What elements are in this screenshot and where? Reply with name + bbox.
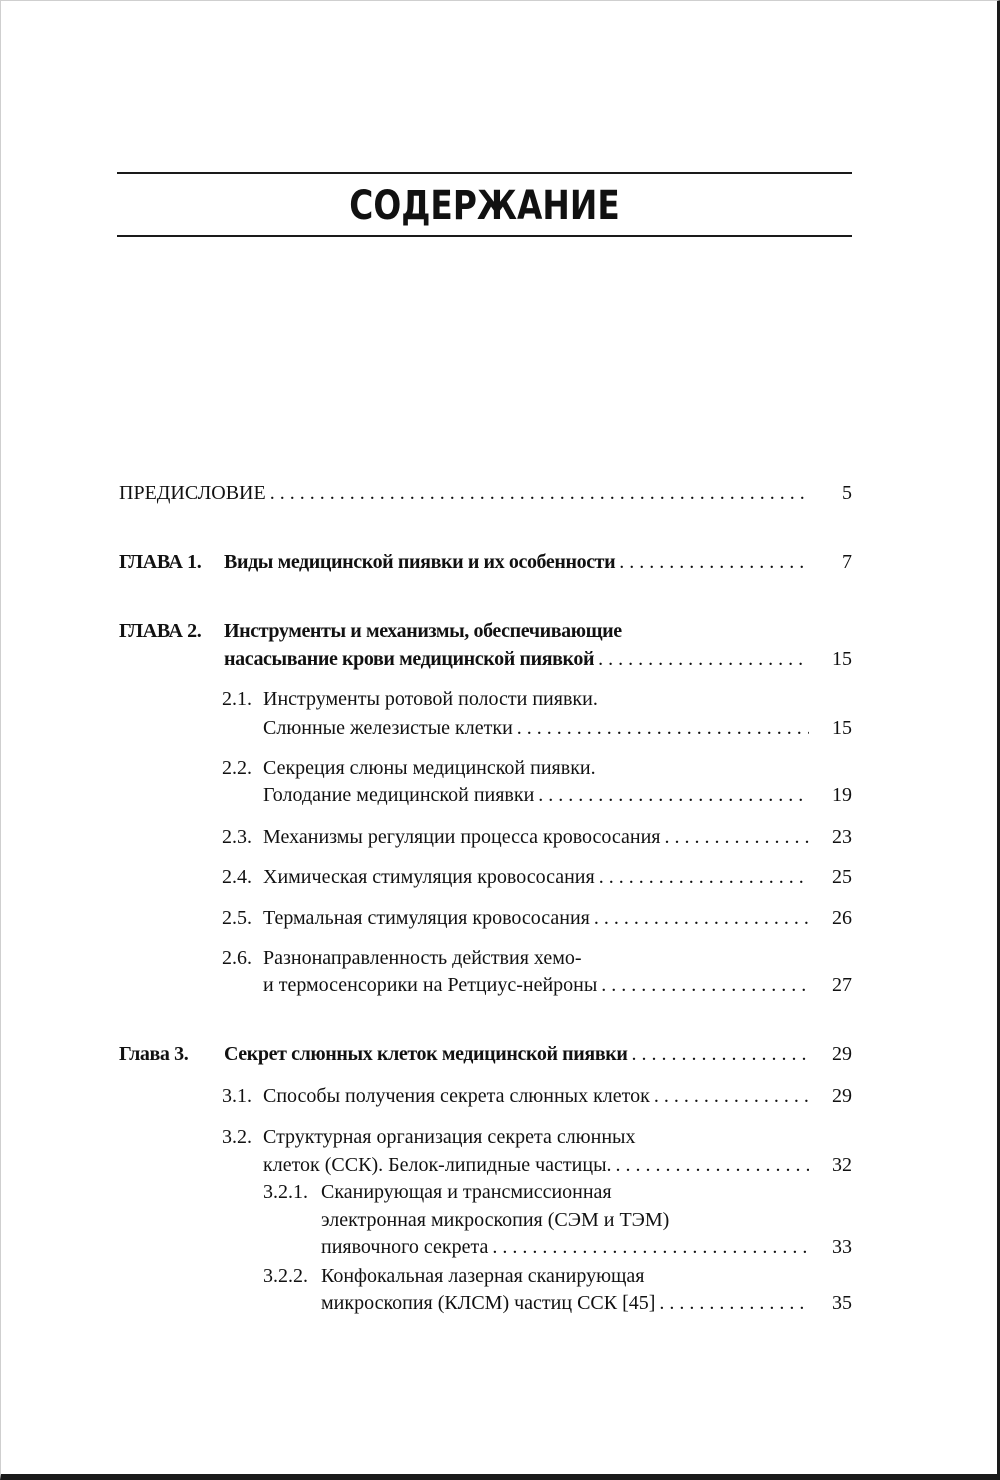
toc-ch2-number: ГЛАВА 2. — [119, 620, 202, 642]
leader-dots — [631, 1041, 809, 1067]
toc-s2-5-page: 26 — [832, 907, 852, 929]
toc-ch1-page: 7 — [842, 551, 852, 573]
toc-ch2-title-line1: Инструменты и механизмы, обеспечивающие — [224, 620, 622, 642]
leader-dots — [599, 864, 809, 890]
toc-s2-5-line1: Термальная стимуляция кровососания — [263, 907, 590, 929]
toc-entry-ch1[interactable] — [224, 549, 809, 575]
toc-s2-4-number: 2.4. — [222, 866, 252, 888]
toc-entry-ch3[interactable] — [224, 1041, 809, 1067]
leader-dots — [654, 1083, 809, 1109]
toc-entry-s3-1[interactable] — [263, 1083, 809, 1109]
toc-s3-1-number: 3.1. — [222, 1085, 252, 1107]
toc-s2-1-page: 15 — [832, 717, 852, 739]
toc-ch3-page: 29 — [832, 1043, 852, 1065]
leader-dots — [598, 646, 809, 672]
toc-s2-4-line1: Химическая стимуляция кровососания — [263, 866, 595, 888]
toc-s3-2-1-page: 33 — [832, 1236, 852, 1258]
toc-ch2-title-line2: насасывание крови медицинской пиявкой — [224, 648, 595, 670]
toc-s3-1-line1: Способы получения секрета слюнных клеток — [263, 1085, 650, 1107]
title-rule-bottom — [117, 235, 852, 237]
toc-s2-3-number: 2.3. — [222, 826, 252, 848]
toc-s3-2-page: 32 — [832, 1154, 852, 1176]
leader-dots — [517, 715, 809, 741]
toc-entry-s2-6[interactable] — [263, 972, 809, 998]
toc-s3-2-number: 3.2. — [222, 1126, 252, 1148]
toc-s2-3-line1: Механизмы регуляции процесса кровососания — [263, 826, 661, 848]
toc-entry-s2-4[interactable] — [263, 864, 809, 890]
toc-entry-s3-2-1[interactable] — [321, 1234, 809, 1260]
leader-dots — [665, 824, 809, 850]
toc-entry-ch2[interactable] — [224, 646, 809, 672]
toc-entry-s3-2[interactable] — [263, 1152, 809, 1178]
toc-s2-2-number: 2.2. — [222, 757, 252, 779]
toc-ch3-number: Глава 3. — [119, 1043, 189, 1065]
toc-s3-2-1-number: 3.2.1. — [263, 1181, 308, 1203]
toc-s2-6-page: 27 — [832, 974, 852, 996]
toc-s3-1-page: 29 — [832, 1085, 852, 1107]
toc-s2-1-number: 2.1. — [222, 688, 252, 710]
leader-dots — [538, 782, 809, 808]
leader-dots — [492, 1234, 809, 1260]
toc-s3-2-1-line2: электронная микроскопия (СЭМ и ТЭМ) — [321, 1209, 670, 1231]
toc-s2-1-line2: Слюнные железистые клетки — [263, 717, 513, 739]
toc-s2-2-line1: Секреция слюны медицинской пиявки. — [263, 757, 596, 779]
leader-dots — [619, 549, 809, 575]
toc-entry-preface[interactable] — [119, 480, 809, 506]
toc-s2-1-line1: Инструменты ротовой полости пиявки. — [263, 688, 598, 710]
toc-s3-2-2-number: 3.2.2. — [263, 1265, 308, 1287]
toc-ch1-title: Виды медицинской пиявки и их особенности — [224, 551, 616, 573]
toc-s2-6-number: 2.6. — [222, 947, 252, 969]
toc-entry-s2-3[interactable] — [263, 824, 809, 850]
toc-s2-2-page: 19 — [832, 784, 852, 806]
toc-s3-2-2-line1: Конфокальная лазерная сканирующая — [321, 1265, 645, 1287]
toc-s2-3-page: 23 — [832, 826, 852, 848]
toc-s2-6-line1: Разнонаправленность действия хемо- — [263, 947, 582, 969]
toc-entry-s2-1[interactable] — [263, 715, 809, 741]
toc-s3-2-2-line2: микроскопия (КЛСМ) частиц ССК [45] — [321, 1292, 656, 1314]
toc-ch1-number: ГЛАВА 1. — [119, 551, 202, 573]
toc-entry-s2-2[interactable] — [263, 782, 809, 808]
toc-s3-2-line1: Структурная организация секрета слюнных — [263, 1126, 636, 1148]
toc-s2-5-number: 2.5. — [222, 907, 252, 929]
toc-preface-label: ПРЕДИСЛОВИЕ — [119, 482, 266, 504]
toc-preface-page: 5 — [842, 482, 852, 504]
toc-s2-4-page: 25 — [832, 866, 852, 888]
toc-entry-s2-5[interactable] — [263, 905, 809, 931]
toc-s3-2-1-line1: Сканирующая и трансмиссионная — [321, 1181, 612, 1203]
leader-dots — [601, 972, 809, 998]
toc-ch3-title: Секрет слюнных клеток медицинской пиявки — [224, 1043, 628, 1065]
toc-ch2-page: 15 — [832, 648, 852, 670]
toc-s3-2-1-line3: пиявочного секрета — [321, 1236, 489, 1258]
leader-dots — [659, 1290, 809, 1316]
toc-s3-2-line2: клеток (ССК). Белок-липидные частицы. — [263, 1154, 612, 1176]
toc-s2-6-line2: и термосенсорики на Ретциус-нейроны — [263, 974, 598, 996]
leader-dots — [594, 905, 809, 931]
leader-dots — [616, 1152, 809, 1178]
toc-s3-2-2-page: 35 — [832, 1292, 852, 1314]
toc-entry-s3-2-2[interactable] — [321, 1290, 809, 1316]
page-title: СОДЕРЖАНИЕ — [349, 183, 620, 229]
leader-dots — [270, 480, 809, 506]
toc-s2-2-line2: Голодание медицинской пиявки — [263, 784, 535, 806]
title-rule-top — [117, 172, 852, 174]
